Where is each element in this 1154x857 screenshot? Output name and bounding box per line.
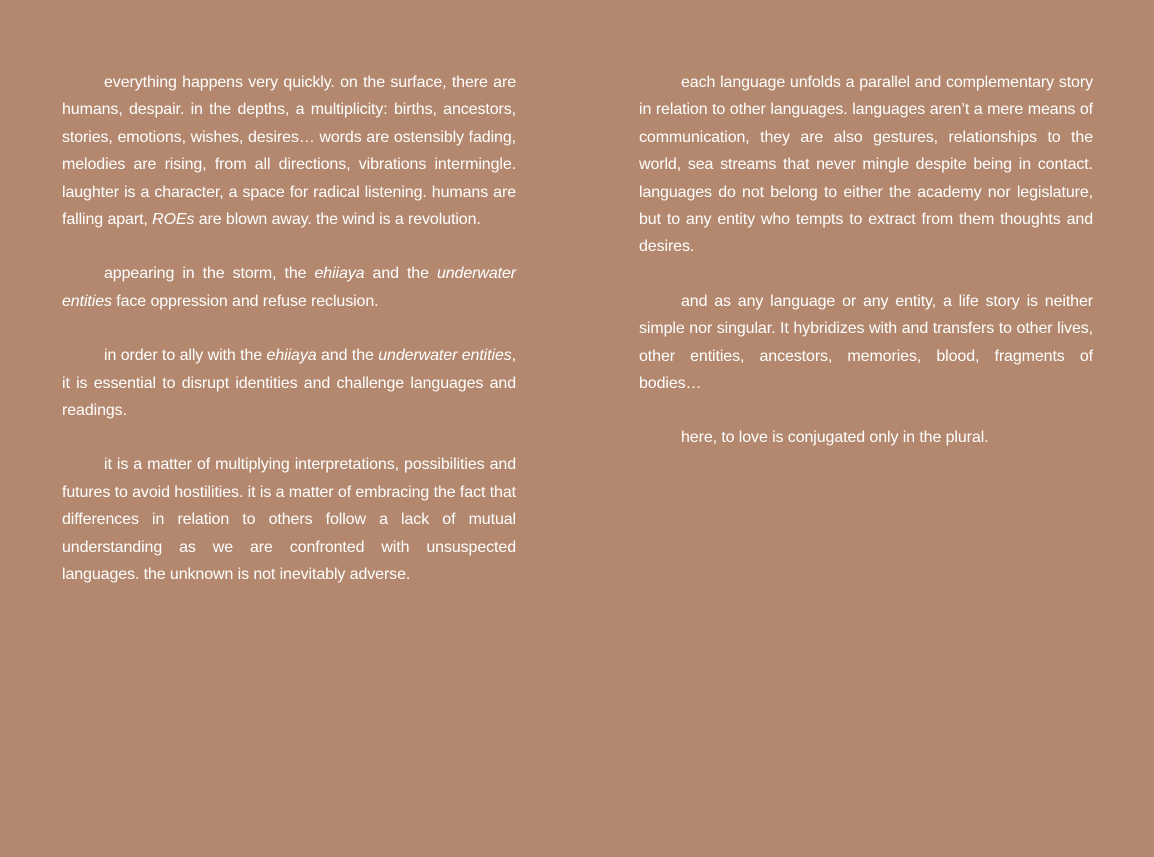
italic-term: ehiiaya bbox=[266, 347, 317, 365]
right-column bbox=[639, 69, 1093, 479]
text-run: are blown away. the wind is a revolution. bbox=[194, 211, 481, 229]
text-run: appearing in the storm, the bbox=[104, 265, 315, 283]
paragraph bbox=[62, 260, 516, 315]
paragraph: it is a matter of multiplying interpretations, possibilities and futures to avoid hostilities. it is a matter of embracing the fact that differences in relation to others follow a lack of mutual understanding as we are confronted with unsuspected languages. the unknown is not inevitably adverse. bbox=[62, 456, 516, 584]
paragraph: and as any language or any entity, a life story is neither simple nor singular. It hybridizes with and transfers to other lives, other entities, ancestors, memories, blood, fragments of bodies… bbox=[639, 292, 1093, 393]
text-run: , it is essential to disrupt identities and challenge languages and readings. bbox=[62, 347, 516, 420]
text-run: face oppression and refuse reclusion. bbox=[111, 292, 379, 310]
paragraph: here, to love is conjugated only in the plural. bbox=[681, 429, 989, 447]
italic-term: underwater entities bbox=[62, 265, 517, 310]
italic-term: ehiiaya bbox=[314, 265, 365, 283]
text-run: and the bbox=[316, 347, 379, 365]
text-run: in order to ally with the bbox=[104, 347, 267, 365]
paragraph bbox=[62, 69, 516, 233]
paragraph bbox=[62, 342, 516, 424]
paragraph: each language unfolds a parallel and complementary story in relation to other languages. languages aren’t a mere means of communication, they are also gestures, relationships to the world, sea streams that never mingle despite being in contact. languages do not belong to either the academy nor legislature, but to any entity who tempts to extract from them thoughts and desires. bbox=[639, 74, 1093, 256]
text-run: everything happens very quickly. on the surface, there are humans, despair. in the depths, a multiplicity: births, ancestors, stories, emotions, wishes, desires… words are ostensibly fading, melodies are rising, from all directions, vibrations intermingle. laughter is a character, a space for radical listening. humans are falling apart, bbox=[62, 74, 516, 229]
text-run: and the bbox=[364, 265, 437, 283]
italic-term: underwater entities bbox=[378, 347, 512, 365]
left-column bbox=[62, 69, 516, 616]
italic-term: ROEs bbox=[152, 211, 195, 229]
